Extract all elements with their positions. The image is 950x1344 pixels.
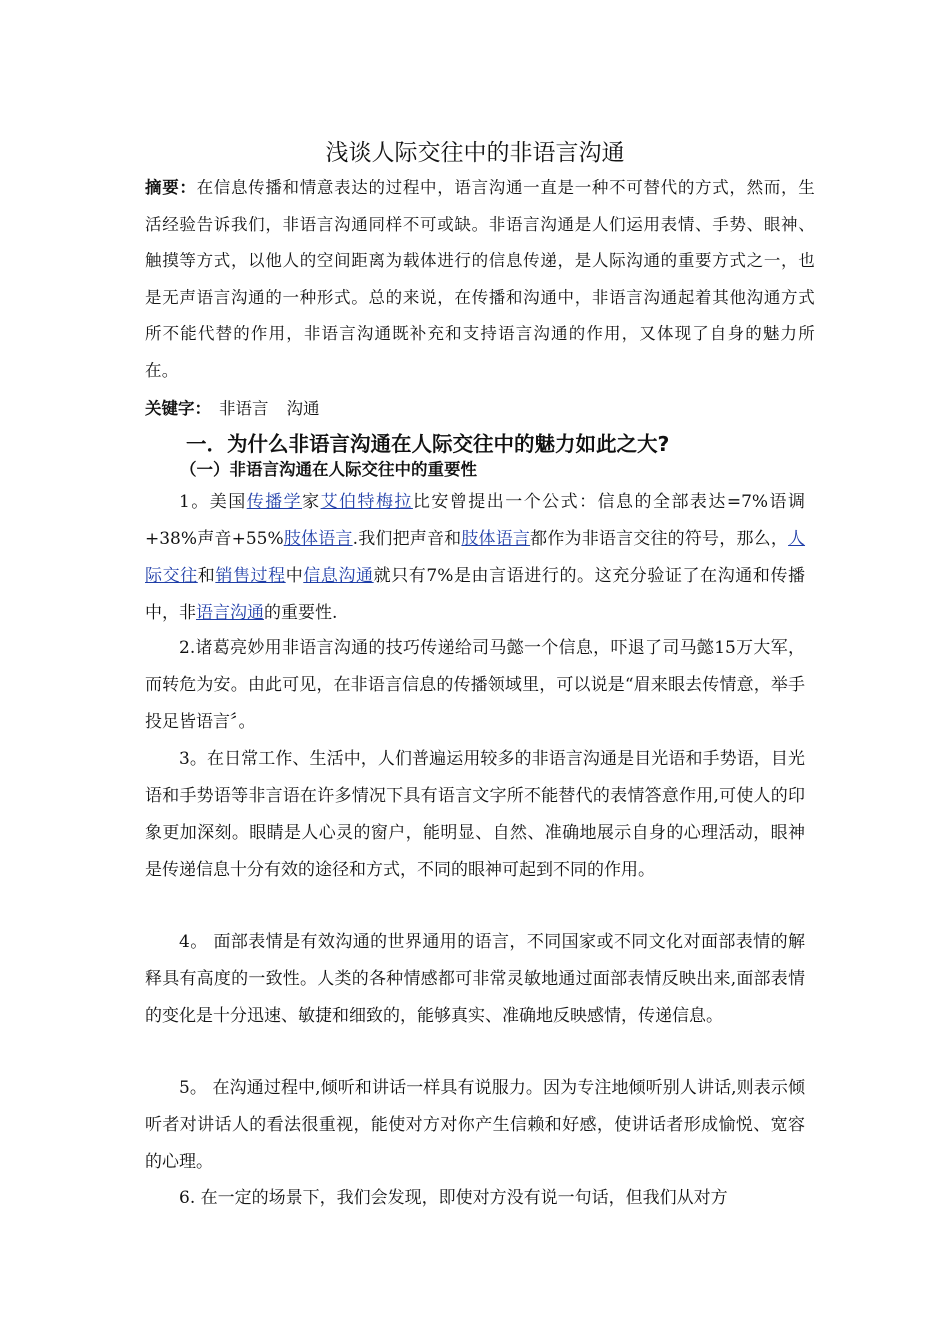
link-verbal-communication[interactable]: 语言沟通 bbox=[196, 603, 264, 623]
text-run: 1。美国 bbox=[179, 492, 247, 512]
text-run: .我们把声音和 bbox=[352, 529, 462, 549]
paragraph-6: 6. 在一定的场景下，我们会发现，即使对方没有说一句话，但我们从对方 bbox=[179, 1188, 728, 1208]
text-run: 的重要性. bbox=[264, 603, 338, 623]
paragraph-1 bbox=[145, 484, 805, 632]
subsection-heading: （一）非语言沟通在人际交往中的重要性 bbox=[180, 460, 477, 479]
link-chuanboxue[interactable]: 传播学 bbox=[246, 492, 303, 512]
link-interpersonal[interactable]: 人际交往 bbox=[145, 529, 806, 586]
page-title: 浅谈人际交往中的非语言沟通 bbox=[325, 140, 625, 166]
section-heading: 一．为什么非语言沟通在人际交往中的魅力如此之大? bbox=[186, 432, 670, 456]
text-run: 都作为非语言交往的符号，那么， bbox=[530, 529, 789, 549]
text-run: 就只有7%是由言语进行的。这充分验证了在沟通和传播中，非 bbox=[145, 566, 806, 623]
keywords bbox=[145, 395, 320, 419]
link-person-name[interactable]: 艾伯特梅拉 bbox=[320, 492, 413, 512]
link-info-communication[interactable]: 信息沟通 bbox=[303, 566, 374, 586]
abstract bbox=[145, 170, 815, 389]
link-body-language[interactable]: 肢体语言 bbox=[283, 529, 353, 549]
text-run: 家 bbox=[302, 492, 321, 512]
paragraph-4: 4。 面部表情是有效沟通的世界通用的语言，不同国家或不同文化对面部表情的解释具有高度的一致性。人类的各种情感都可非常灵敏地通过面部表情反映出来,面部表情的变化是十分迅速、敏捷和细致的，能够真实、准确地反映感情，传递信息。 bbox=[145, 932, 805, 1026]
abstract-label: 摘要： bbox=[145, 178, 197, 197]
paragraph-3: 3。在日常工作、生活中，人们普遍运用较多的非语言沟通是目光语和手势语，目光语和手势语等非言语在许多情况下具有语言文字所不能替代的表情答意作用,可使人的印象更加深刻。眼睛是人心灵的窗户，能明显、自然、准确地展示自身的心理活动，眼神是传递信息十分有效的途径和方式，不同的眼神可起到不同的作用。 bbox=[145, 749, 805, 880]
keywords-label: 关键字： bbox=[145, 399, 211, 418]
text-run: 和 bbox=[197, 566, 216, 586]
text-run: 比安曾提出一个公式：信息的全部表达=7%语调+38%声音+55% bbox=[145, 492, 805, 549]
link-body-language-2[interactable]: 肢体语言 bbox=[461, 529, 531, 549]
text-run: 中 bbox=[285, 566, 304, 586]
paragraph-5: 5。 在沟通过程中,倾听和讲话一样具有说服力。因为专注地倾听别人讲话,则表示倾听者对讲话人的看法很重视，能使对方对你产生信赖和好感，使讲话者形成愉悦、宽容的心理。 bbox=[145, 1078, 805, 1172]
link-sales-process[interactable]: 销售过程 bbox=[215, 566, 286, 586]
keyword-item: 非语言 bbox=[219, 399, 269, 418]
keyword-item: 沟通 bbox=[286, 399, 320, 418]
paragraph-2: 2.诸葛亮妙用非语言沟通的技巧传递给司马懿一个信息，吓退了司马懿15万大军，而转危为安。由此可见，在非语言信息的传播领域里，可以说是“眉来眼去传情意，举手投足皆语言〞。 bbox=[145, 638, 805, 732]
abstract-text: 在信息传播和情意表达的过程中，语言沟通一直是一种不可替代的方式，然而，生活经验告诉我们，非语言沟通同样不可或缺。非语言沟通是人们运用表情、手势、眼神、触摸等方式，以他人的空间距离为载体进行的信息传递，是人际沟通的重要方式之一，也是无声语言沟通的一种形式。总的来说，在传播和沟通中，非语言沟通起着其他沟通方式所不能代替的作用，非语言沟通既补充和支持语言沟通的作用，又体现了自身的魅力所在。 bbox=[145, 178, 815, 380]
